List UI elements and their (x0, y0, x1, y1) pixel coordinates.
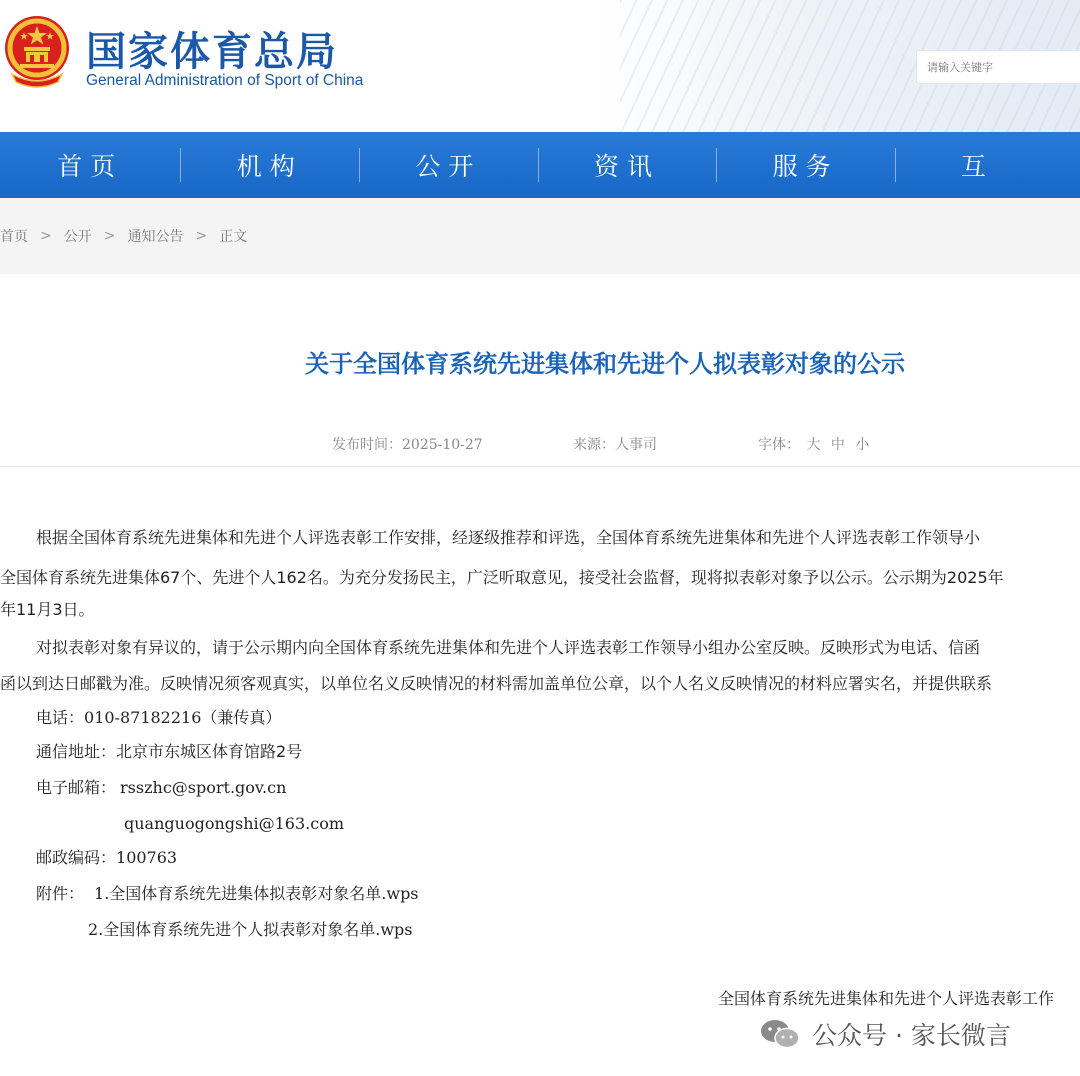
paragraph-line: 根据全国体育系统先进集体和先进个人评选表彰工作安排，经逐级推荐和评选，全国体育系统先进集体和先进个人评选表彰工作领导小 (36, 528, 981, 547)
nav-item-home[interactable]: 首页 (57, 152, 124, 181)
paragraph-line: 对拟表彰对象有异议的，请于公示期内向全国体育系统先进集体和先进个人评选表彰工作领导小组办公室反映。反映形式为电话、信函 (36, 638, 981, 657)
nav-item-organization[interactable]: 机构 (180, 132, 359, 198)
breadcrumb-home[interactable]: 首页 (0, 229, 28, 245)
nav-item-news[interactable]: 资讯 (538, 132, 717, 198)
paragraph-line: 全国体育系统先进集体67个、先进个人162名。为充分发扬民主，广泛听取意见，接受社会监督，现将拟表彰对象予以公示。公示期为2025年 (0, 568, 1004, 587)
attachment-link-1[interactable]: 1.全国体育系统先进集体拟表彰对象名单.wps (94, 884, 419, 903)
address-label: 通信地址： (36, 742, 117, 761)
font-size-switch (758, 434, 869, 454)
breadcrumb (0, 198, 1080, 274)
paragraph-line: 年11月3日。 (0, 600, 95, 619)
search-input[interactable] (917, 51, 1080, 83)
nav-item-services[interactable]: 服务 (716, 132, 895, 198)
attachment-link-2[interactable]: 2.全国体育系统先进个人拟表彰对象名单.wps (88, 920, 413, 939)
email-link-2[interactable]: quanguogongshi@163.com (124, 814, 345, 833)
signature: 全国体育系统先进集体和先进个人评选表彰工作 (718, 989, 1055, 1008)
nav-item-disclosure[interactable]: 公开 (359, 132, 538, 198)
phone-label: 电话： (36, 708, 85, 727)
site-header (0, 0, 1080, 132)
font-medium-button[interactable]: 中 (830, 437, 845, 453)
font-label: 字体： (758, 437, 800, 453)
breadcrumb-current: 正文 (219, 229, 248, 245)
contact-phone (36, 706, 281, 730)
main-nav (0, 132, 1080, 198)
publish-time (332, 434, 483, 454)
national-emblem-icon[interactable] (2, 12, 72, 88)
attachments (36, 882, 419, 906)
address-value: 北京市东城区体育馆路2号 (116, 742, 303, 761)
nav-item-interaction[interactable]: 互 (895, 132, 1080, 198)
publish-date: 2025-10-27 (402, 437, 483, 453)
site-subtitle: General Administration of Sport of China (86, 72, 364, 89)
search-box[interactable] (916, 50, 1080, 84)
source-label: 来源： (573, 437, 615, 453)
font-large-button[interactable]: 大 (806, 437, 821, 453)
watermark-text: 公众号 · 家长微言 (812, 1021, 1011, 1050)
publish-label: 发布时间： (332, 437, 402, 453)
meta-divider (0, 466, 1080, 467)
breadcrumb-notices[interactable]: 通知公告 (127, 229, 184, 245)
breadcrumb-disclosure[interactable]: 公开 (63, 229, 92, 245)
article-source (573, 434, 657, 454)
postcode-value: 100763 (116, 848, 178, 867)
phone-value: 010-87182216（兼传真） (84, 708, 282, 727)
source-value: 人事司 (615, 437, 657, 453)
paragraph-line: 函以到达日邮戳为准。反映情况须客观真实，以单位名义反映情况的材料需加盖单位公章，以个人名义反映情况的材料应署实名，并提供联系 (0, 674, 993, 693)
breadcrumb-separator: > (195, 228, 208, 244)
site-title[interactable]: 国家体育总局 (86, 28, 338, 75)
breadcrumb-separator: > (103, 228, 116, 244)
contact-address (36, 740, 302, 764)
breadcrumb-separator: > (40, 228, 52, 244)
email-link-1[interactable]: rsszhc@sport.gov.cn (120, 778, 287, 797)
article-title: 关于全国体育系统先进集体和先进个人拟表彰对象的公示 (305, 350, 905, 378)
attachment-label: 附件： (36, 884, 85, 903)
contact-email (36, 776, 286, 800)
contact-postcode (36, 846, 177, 870)
watermark (760, 1016, 1011, 1052)
postcode-label: 邮政编码： (36, 848, 117, 867)
email-label: 电子邮箱： (36, 778, 117, 797)
font-small-button[interactable]: 小 (855, 437, 870, 453)
wechat-icon (760, 1018, 800, 1050)
